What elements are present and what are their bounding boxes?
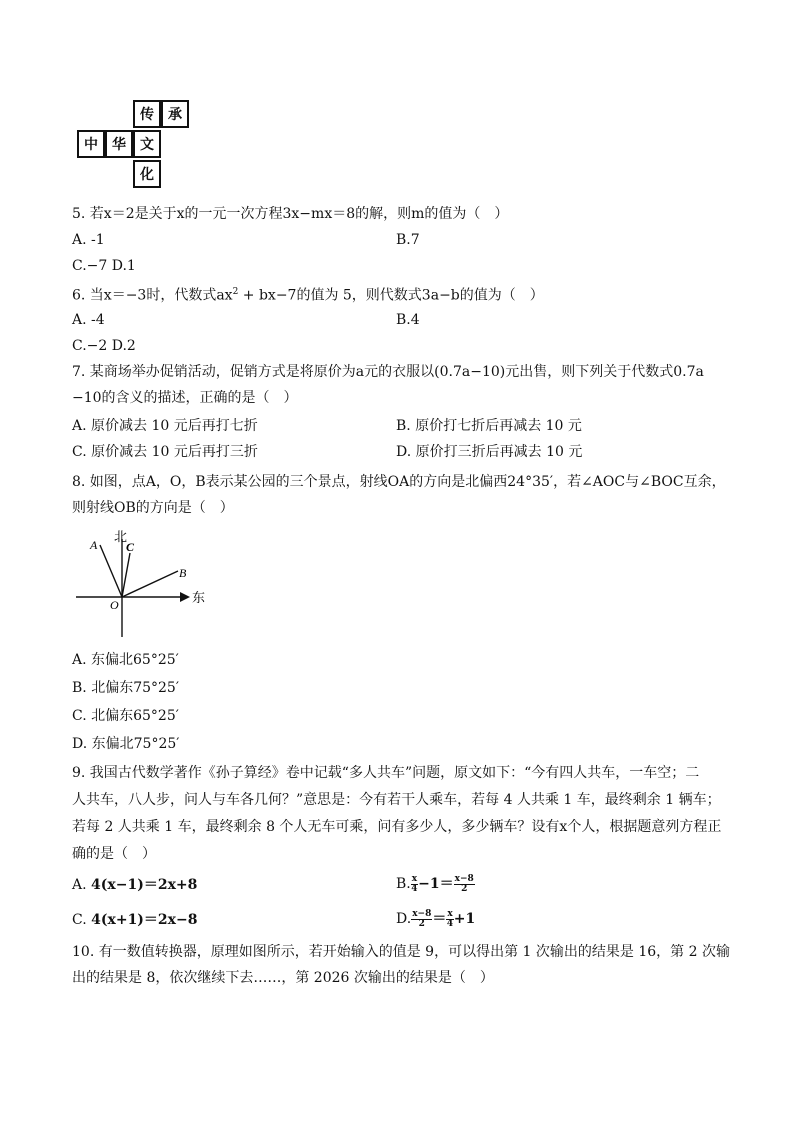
q9-option-c-equation: 4(x+1)＝2x−8: [91, 912, 198, 928]
q9-option-c: [72, 910, 198, 930]
q7-stem-line2: −10的含义的描述，正确的是（ ）: [72, 390, 298, 406]
label-east: 东: [192, 591, 206, 606]
q8-option-d: D. 东偏北75°25′: [72, 736, 180, 752]
q9-stem-line2: 人共车，八人步，问人与车各几何？”意思是：今有若干人乘车，若每 4 人共乘 1 车，最终剩余 1 辆车；: [72, 792, 721, 808]
frac-denominator: 4: [411, 883, 418, 894]
q9-option-a-equation: 4(x−1)＝2x+8: [91, 877, 198, 893]
net-cell-hua2: 化: [133, 160, 161, 188]
q6-option-a: A. -4: [72, 312, 105, 328]
q7-option-c: C. 原价减去 10 元后再打三折: [72, 444, 258, 460]
frac-denominator: 2: [418, 918, 425, 929]
q10-stem-line2: 出的结果是 8，依次继续下去……，第 2026 次输出的结果是（ ）: [72, 970, 494, 986]
q10-stem-line1: 10. 有一数值转换器，原理如图所示，若开始输入的值是 9，可以得出第 1 次输出的结果是 16，第 2 次输: [72, 944, 730, 960]
label-b: B: [179, 566, 187, 580]
q8-option-b: B. 北偏东75°25′: [72, 680, 179, 696]
q9-stem-line3: 若每 2 人共乘 1 车，最终剩余 8 个人无车可乘，问有多少人，多少辆车？设有x个人，根据题意列方程正: [72, 819, 722, 835]
frac-numerator: x: [447, 908, 453, 919]
q5-stem: 5. 若x＝2是关于x的一元一次方程3x−mx＝8的解，则m的值为（ ）: [72, 206, 509, 222]
q7-option-a: A. 原价减去 10 元后再打七折: [72, 418, 258, 434]
net-cell-zhong: 中: [77, 130, 105, 158]
frac-numerator: x: [411, 873, 418, 884]
q9-option-a: [72, 875, 197, 895]
q6-option-b: B.4: [396, 312, 420, 328]
q9-option-d-tail: +1: [453, 911, 476, 927]
q9-option-d-frac2: [446, 910, 453, 929]
q9-option-b-mid: −1＝: [418, 876, 454, 892]
q8-stem-line2: 则射线OB的方向是（ ）: [72, 500, 234, 516]
q9-option-b-frac2: [454, 875, 475, 894]
frac-denominator: 4: [446, 918, 454, 929]
q8-direction-figure: [70, 525, 220, 643]
q9-option-d: [396, 904, 475, 934]
q8-stem-line1: 8. 如图，点A，O，B表示某公园的三个景点，射线OA的方向是北偏西24°35′，若∠AOC与∠BOC互余，: [72, 474, 726, 490]
ray-oa: [100, 545, 122, 597]
q7-stem-line1: 7. 某商场举办促销活动，促销方式是将原价为a元的衣服以(0.7a−10)元出售，则下列关于代数式0.7a: [72, 364, 704, 380]
frac-denominator: 2: [461, 883, 468, 894]
q5-option-a: A. -1: [72, 232, 105, 248]
q6-stem-pre: 6. 当x＝−3时，代数式ax: [72, 287, 233, 304]
label-o: O: [110, 598, 119, 612]
net-cell-hua: 华: [105, 130, 133, 158]
cube-net-figure: [77, 100, 197, 192]
q5-option-b: B.7: [396, 232, 420, 248]
frac-numerator: x−8: [454, 873, 474, 884]
q9-option-c-label: C.: [72, 912, 92, 928]
label-north: 北: [114, 530, 128, 545]
q6-stem: [72, 282, 544, 306]
ray-oc: [122, 553, 130, 597]
q7-option-b: B. 原价打七折后再减去 10 元: [396, 418, 582, 434]
q9-stem-line1: 9. 我国古代数学著作《孙子算经》卷中记载“多人共车”问题，原文如下：“今有四人共车，一车空；二: [72, 765, 700, 781]
frac-numerator: x−8: [412, 908, 432, 919]
ray-ob: [122, 571, 178, 597]
q9-stem-line4: 确的是（ ）: [72, 846, 156, 862]
q6-option-cd: C.−2 D.2: [72, 338, 136, 354]
q9-option-b-label: B.: [396, 876, 411, 892]
q9-option-b: [396, 869, 475, 899]
net-cell-wen: 文: [133, 130, 161, 158]
q8-option-a: A. 东偏北65°25′: [72, 652, 179, 668]
label-c: C: [126, 540, 135, 554]
q9-option-d-frac1: [411, 910, 432, 929]
q8-option-c: C. 北偏东65°25′: [72, 708, 179, 724]
east-arrowhead: [180, 592, 190, 602]
q6-stem-post: + bx−7的值为 5，则代数式3a−b的值为（ ）: [238, 287, 544, 304]
q9-option-d-mid: ＝: [432, 911, 447, 927]
net-cell-cheng: 承: [161, 100, 189, 128]
label-a: A: [90, 538, 98, 552]
q7-option-d: D. 原价打三折后再减去 10 元: [396, 444, 583, 460]
q9-option-a-label: A.: [72, 877, 92, 893]
net-cell-chuan: 传: [133, 100, 161, 128]
q9-option-b-frac1: [411, 875, 418, 894]
q9-option-d-label: D.: [396, 911, 412, 927]
q5-option-cd: C.−7 D.1: [72, 258, 136, 274]
q6-exponent: 2: [232, 287, 239, 297]
